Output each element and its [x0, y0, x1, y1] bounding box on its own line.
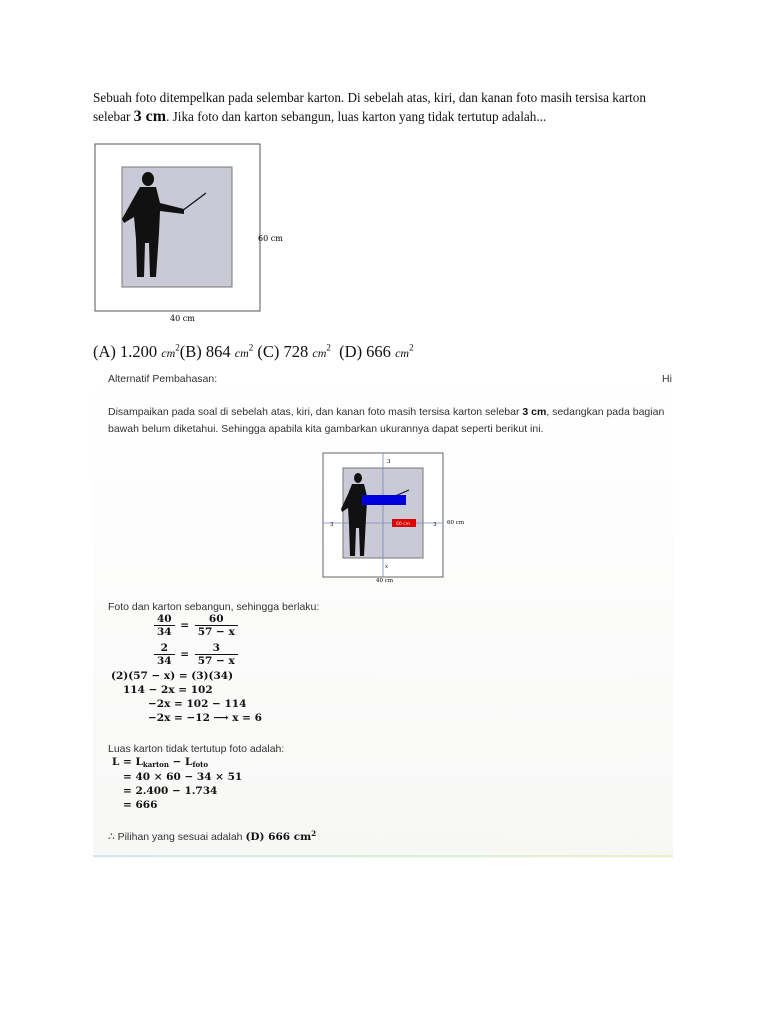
- panel-divider: [93, 855, 673, 857]
- height-label-2: 60 cm: [447, 520, 465, 526]
- height-label: 60 cm: [258, 234, 283, 243]
- area-line-3: = 2.400 − 1.734: [123, 785, 218, 797]
- figure-solution-diagram: [321, 452, 471, 584]
- area-line-1: $L = L_{karton} - L_{foto}$: [112, 756, 209, 769]
- solution-title: Alternatif Pembahasan:: [108, 373, 218, 385]
- answer-choices: [93, 342, 414, 362]
- conclusion: ∴ Pilihan yang sesuai adalah (D) 666 $cm^2$: [108, 829, 317, 843]
- solution-description: Disampaikan pada soal di sebelah atas, kiri, dan kanan foto masih tersisa karton selebar 3 cm, sedangkan pada bagian bawah belum diketahui. Sehingga apabila kita gambarkan ukurannya dapat seperti berikut ini.: [108, 406, 665, 435]
- choice-d[interactable]: (D) 666 $cm^2$: [339, 342, 414, 361]
- red-label: 60 cm: [396, 522, 411, 527]
- equation-6: −2x = −12 ⟶ x = 6: [148, 712, 262, 724]
- figure-karton-photo: [94, 143, 324, 325]
- equation-4: 114 − 2x = 102: [123, 684, 213, 696]
- equation-2: $\frac{2}{34}$ = $\frac{3}{57 - x}$: [152, 642, 240, 667]
- choice-c[interactable]: (C) 728 $cm^2$: [257, 342, 331, 361]
- choice-b[interactable]: (B) 864 $cm^2$: [179, 342, 254, 361]
- hide-link[interactable]: Hi: [662, 373, 672, 385]
- similar-statement: Foto dan karton sebangun, sehingga berlaku:: [108, 601, 320, 613]
- top-margin-label: 3: [387, 459, 391, 465]
- area-line-2: = 40 × 60 − 34 × 51: [123, 771, 243, 783]
- equation-5: −2x = 102 − 114: [148, 698, 247, 710]
- area-line-4: = 666: [123, 799, 158, 811]
- question-part-a: Sebuah foto ditempelkan pada selembar karton. Di sebelah atas, kiri, dan kanan foto masih tersisa karton selebar: [93, 90, 646, 124]
- right-margin-label: 3: [433, 522, 437, 528]
- bottom-margin-label: x: [385, 564, 389, 570]
- question-text: [93, 88, 673, 126]
- choice-a[interactable]: (A) 1.200 $cm^2$: [93, 342, 180, 361]
- area-statement: Luas karton tidak tertutup foto adalah:: [108, 743, 285, 755]
- question-margin-value: 3 cm: [133, 108, 167, 125]
- left-margin-label: 3: [330, 522, 334, 528]
- width-label: 40 cm: [170, 314, 195, 323]
- equation-1: $\frac{40}{34}$ = $\frac{60}{57 - x}$: [152, 613, 240, 638]
- question-part-c: . Jika foto dan karton sebangun, luas karton yang tidak tertutup adalah...: [166, 109, 547, 124]
- equation-3: (2)(57 − x) = (3)(34): [111, 670, 234, 682]
- blue-highlight: [362, 495, 406, 505]
- width-label-2: 40 cm: [376, 578, 394, 584]
